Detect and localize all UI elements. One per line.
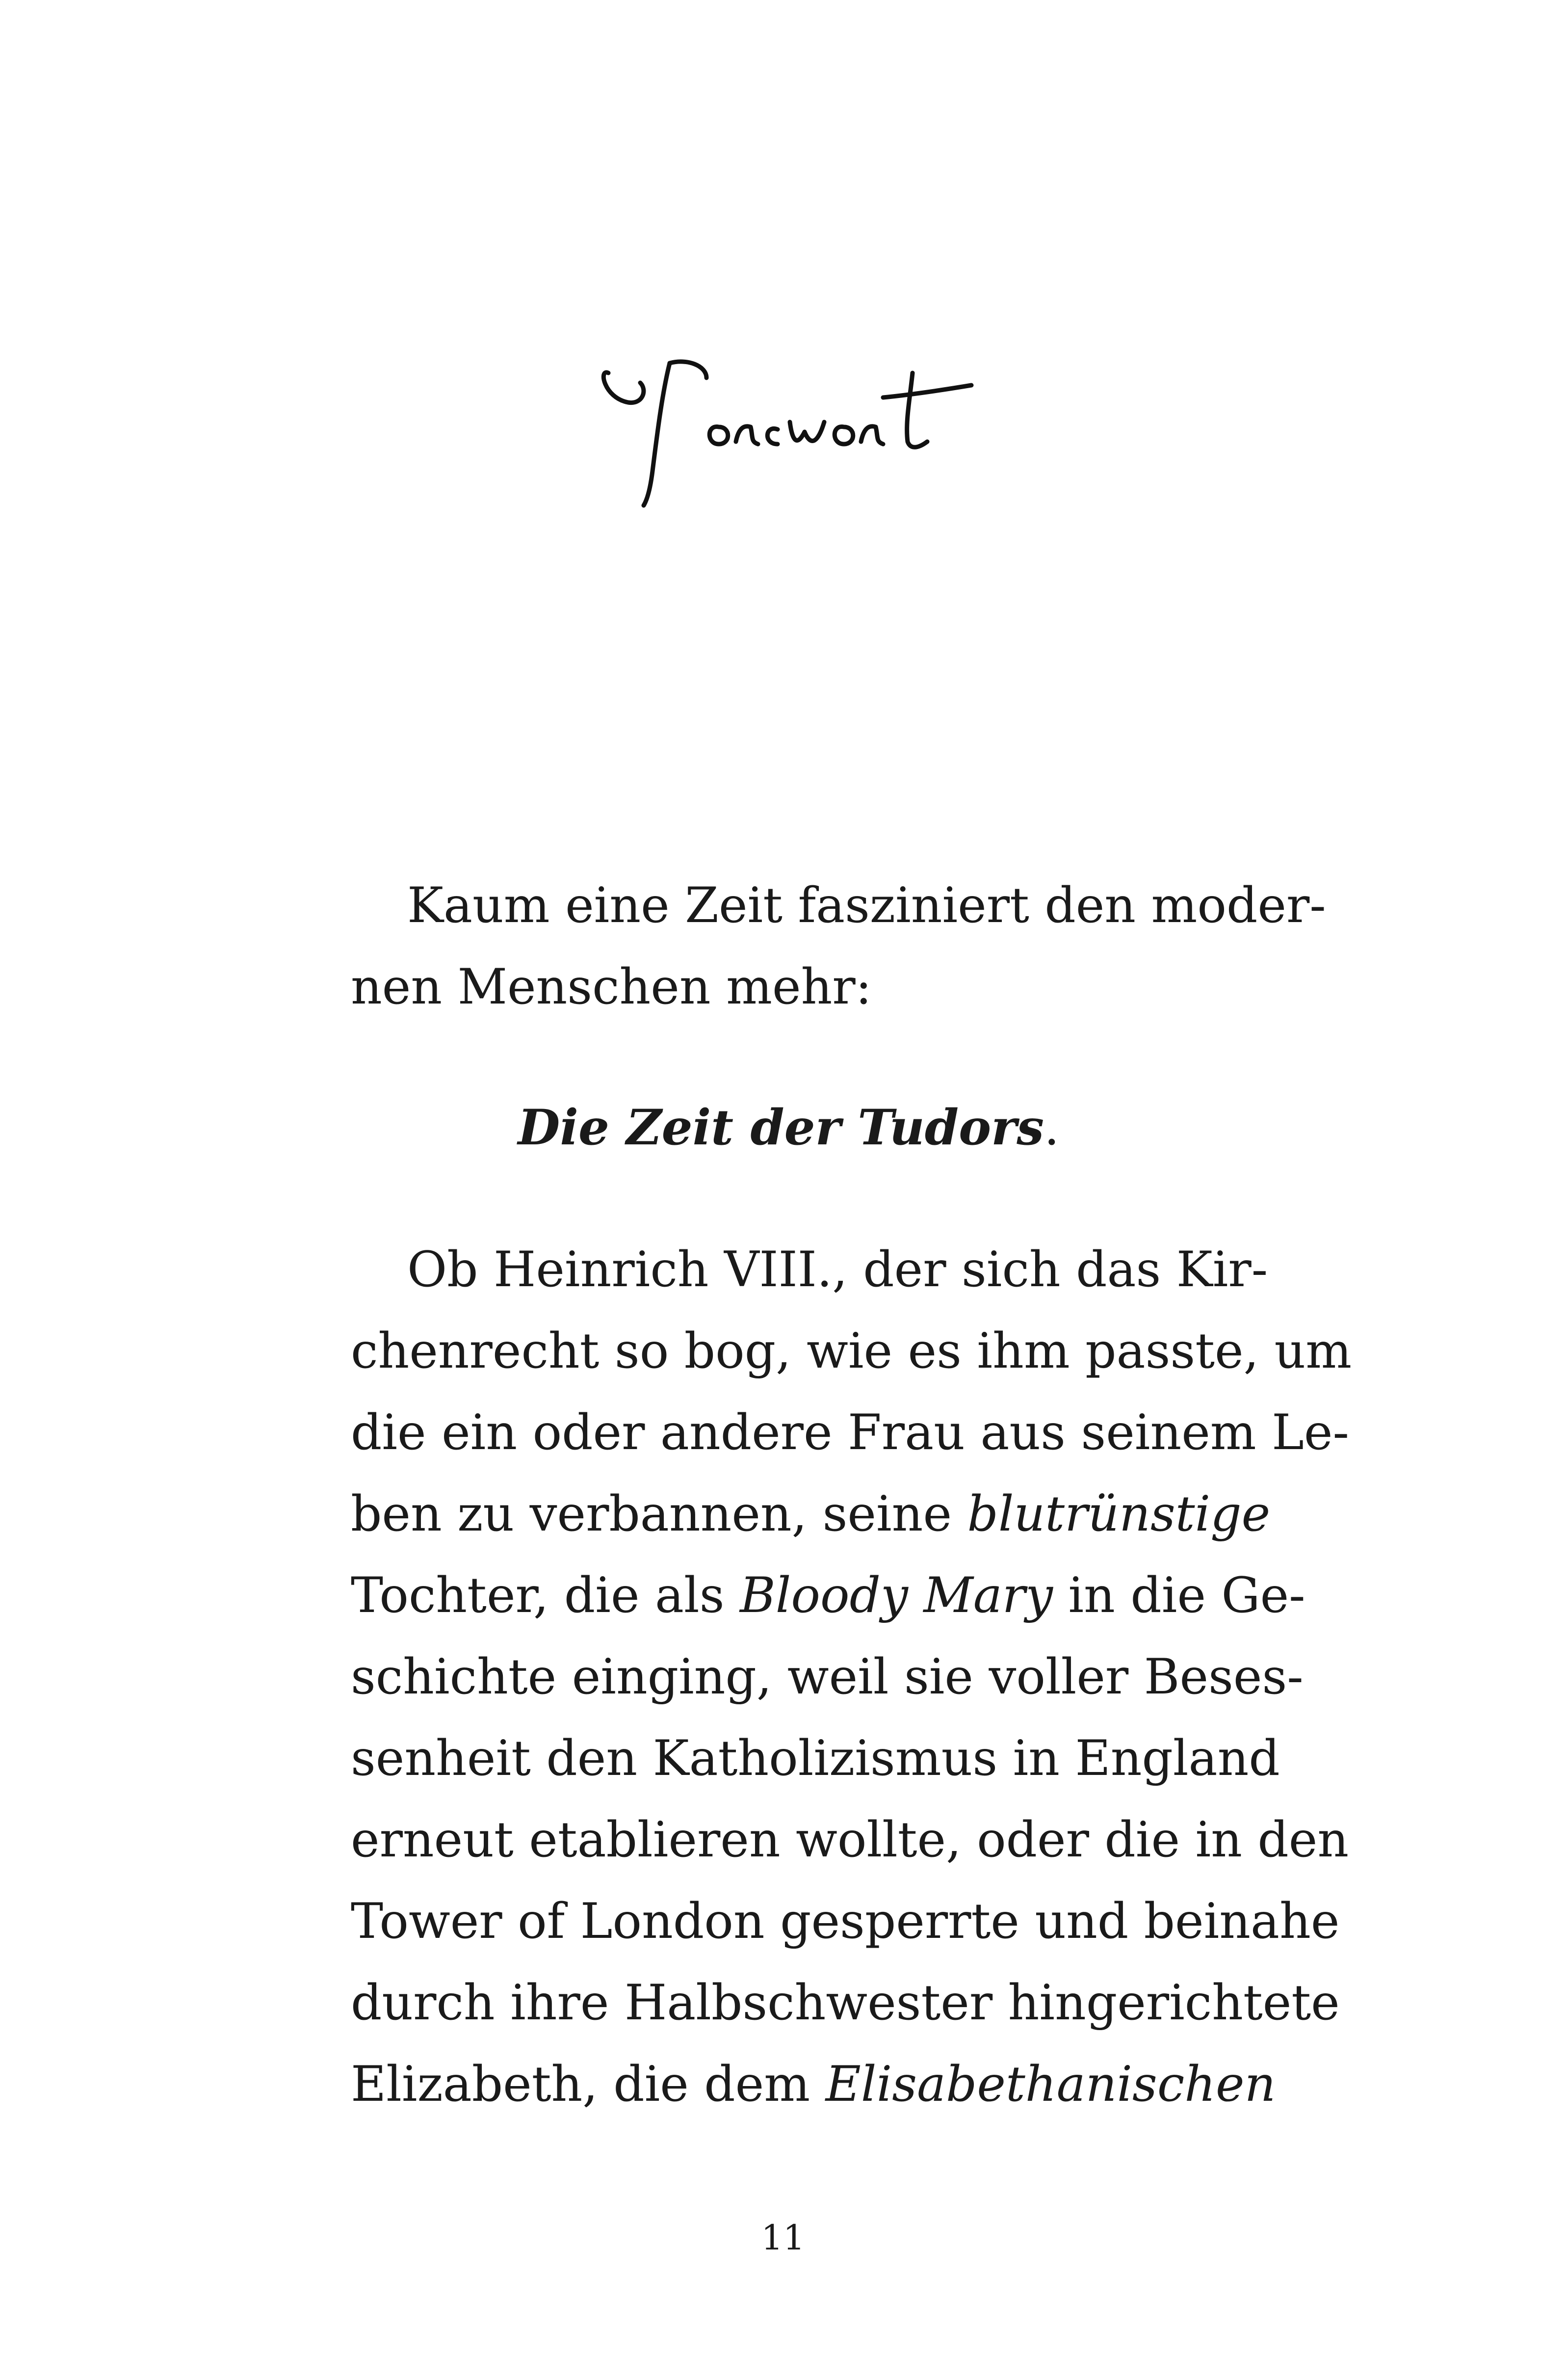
main-line-1: Ob Heinrich VIII., der sich das Kir- (407, 1242, 1268, 1298)
main-line-4-italic: blutrünstige (967, 1486, 1271, 1542)
main-line-11-text: Elizabeth, die dem (351, 2056, 810, 2113)
main-line-2: chenrecht so bog, wie es ihm passte, um (351, 1323, 1352, 1379)
main-line-4 (351, 1474, 1271, 1555)
main-line-5-italic: Bloody Mary (739, 1567, 1053, 1624)
handwritten-title-glyphs (589, 344, 981, 520)
chapter-title (589, 344, 981, 520)
subtitle (351, 1087, 1227, 1169)
subtitle-emphasis: Die Zeit der Tudors (518, 1099, 1044, 1156)
main-line-5-text-a: Tochter, die als (351, 1567, 725, 1624)
main-line-3: die ein oder andere Frau aus seinem Le- (351, 1404, 1349, 1461)
main-paragraph (351, 1229, 1352, 2125)
main-line-8: erneut etablieren wollte, oder die in den (351, 1812, 1349, 1868)
main-line-9: Tower of London gesperrte und beinahe (351, 1893, 1340, 1950)
intro-paragraph (351, 865, 1326, 1028)
intro-line-2: nen Menschen mehr: (351, 959, 872, 1015)
main-line-5-text-b: in die Ge- (1068, 1567, 1305, 1624)
main-line-11 (351, 2044, 1276, 2125)
subtitle-period: . (1044, 1100, 1060, 1156)
main-line-6: schichte einging, weil sie voller Beses- (351, 1649, 1304, 1705)
main-line-11-italic: Elisabethanischen (825, 2056, 1276, 2113)
main-line-4-text: ben zu verbannen, seine (351, 1486, 952, 1542)
main-line-10: durch ihre Halbschwester hingerichtete (351, 1975, 1340, 2031)
intro-line-1: Kaum eine Zeit fasziniert den moder- (407, 877, 1326, 934)
page-number: 11 (761, 2218, 805, 2258)
main-line-7: senheit den Katholizismus in England (351, 1730, 1280, 1787)
main-line-5 (351, 1555, 1305, 1637)
